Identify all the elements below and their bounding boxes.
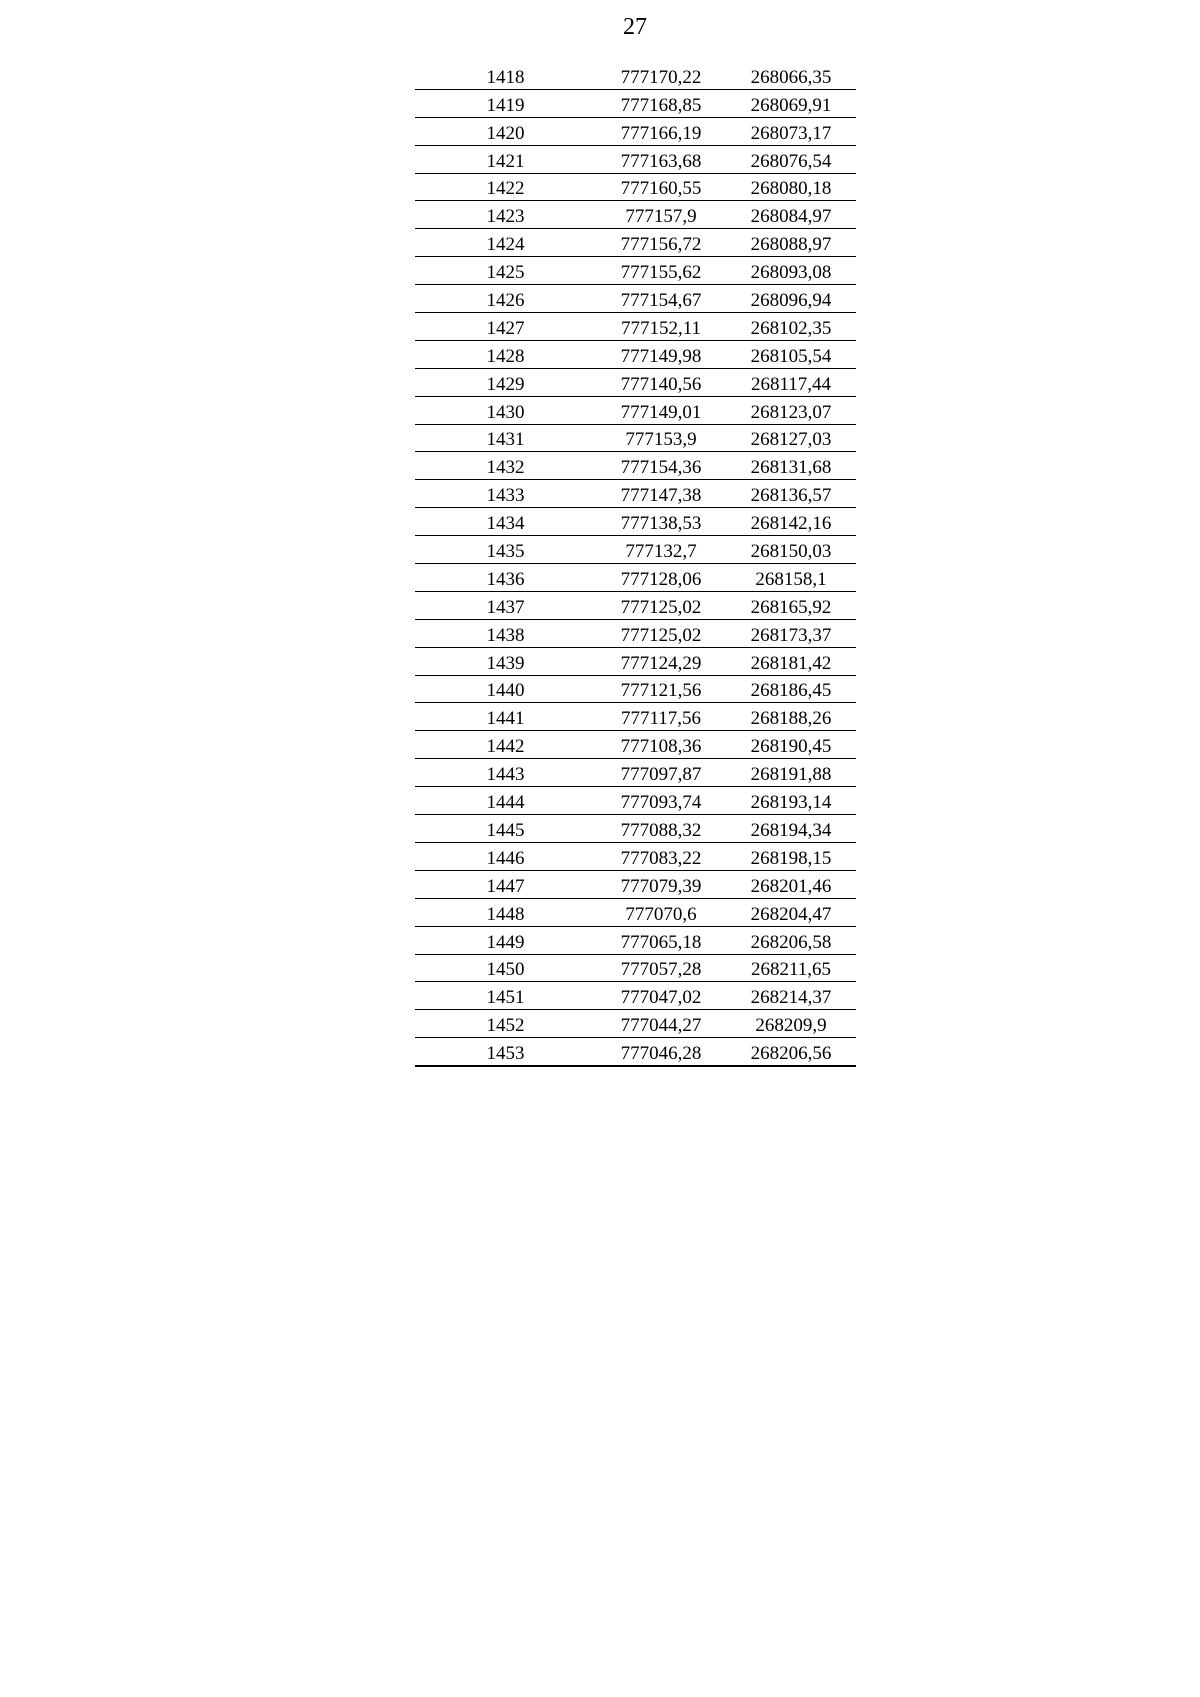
coordinates-table-body — [415, 62, 856, 1066]
y-coordinate-cell: 268186,45 — [726, 675, 856, 703]
table-row — [415, 954, 856, 982]
table-row — [415, 647, 856, 675]
y-coordinate-cell: 268173,37 — [726, 619, 856, 647]
x-coordinate-cell: 777140,56 — [596, 368, 726, 396]
table-row — [415, 1010, 856, 1038]
y-coordinate-cell: 268201,46 — [726, 870, 856, 898]
table-row — [415, 89, 856, 117]
point-number-cell: 1447 — [415, 870, 596, 898]
y-coordinate-cell: 268080,18 — [726, 173, 856, 201]
point-number-cell: 1432 — [415, 452, 596, 480]
point-number-cell: 1420 — [415, 117, 596, 145]
y-coordinate-cell: 268206,56 — [726, 1038, 856, 1066]
point-number-cell: 1437 — [415, 591, 596, 619]
x-coordinate-cell: 777138,53 — [596, 508, 726, 536]
y-coordinate-cell: 268093,08 — [726, 257, 856, 285]
y-coordinate-cell: 268158,1 — [726, 564, 856, 592]
point-number-cell: 1434 — [415, 508, 596, 536]
y-coordinate-cell: 268194,34 — [726, 815, 856, 843]
point-number-cell: 1445 — [415, 815, 596, 843]
point-number-cell: 1448 — [415, 898, 596, 926]
point-number-cell: 1442 — [415, 731, 596, 759]
y-coordinate-cell: 268066,35 — [726, 62, 856, 89]
table-row — [415, 982, 856, 1010]
x-coordinate-cell: 777108,36 — [596, 731, 726, 759]
point-number-cell: 1431 — [415, 424, 596, 452]
table-row — [415, 926, 856, 954]
table-row — [415, 787, 856, 815]
table-row — [415, 201, 856, 229]
x-coordinate-cell: 777163,68 — [596, 145, 726, 173]
x-coordinate-cell: 777155,62 — [596, 257, 726, 285]
table-row — [415, 703, 856, 731]
y-coordinate-cell: 268142,16 — [726, 508, 856, 536]
point-number-cell: 1422 — [415, 173, 596, 201]
point-number-cell: 1440 — [415, 675, 596, 703]
x-coordinate-cell: 777083,22 — [596, 842, 726, 870]
point-number-cell: 1435 — [415, 536, 596, 564]
table-row — [415, 424, 856, 452]
x-coordinate-cell: 777170,22 — [596, 62, 726, 89]
y-coordinate-cell: 268096,94 — [726, 285, 856, 313]
y-coordinate-cell: 268214,37 — [726, 982, 856, 1010]
y-coordinate-cell: 268193,14 — [726, 787, 856, 815]
x-coordinate-cell: 777044,27 — [596, 1010, 726, 1038]
point-number-cell: 1443 — [415, 759, 596, 787]
y-coordinate-cell: 268102,35 — [726, 313, 856, 341]
point-number-cell: 1449 — [415, 926, 596, 954]
x-coordinate-cell: 777057,28 — [596, 954, 726, 982]
y-coordinate-cell: 268165,92 — [726, 591, 856, 619]
point-number-cell: 1423 — [415, 201, 596, 229]
x-coordinate-cell: 777132,7 — [596, 536, 726, 564]
y-coordinate-cell: 268123,07 — [726, 396, 856, 424]
table-row — [415, 452, 856, 480]
y-coordinate-cell: 268076,54 — [726, 145, 856, 173]
x-coordinate-cell: 777152,11 — [596, 313, 726, 341]
table-row — [415, 731, 856, 759]
y-coordinate-cell: 268073,17 — [726, 117, 856, 145]
point-number-cell: 1424 — [415, 229, 596, 257]
table-row — [415, 619, 856, 647]
x-coordinate-cell: 777156,72 — [596, 229, 726, 257]
table-row — [415, 898, 856, 926]
table-row — [415, 62, 856, 89]
x-coordinate-cell: 777153,9 — [596, 424, 726, 452]
table-row — [415, 564, 856, 592]
y-coordinate-cell: 268198,15 — [726, 842, 856, 870]
y-coordinate-cell: 268117,44 — [726, 368, 856, 396]
x-coordinate-cell: 777047,02 — [596, 982, 726, 1010]
y-coordinate-cell: 268206,58 — [726, 926, 856, 954]
point-number-cell: 1451 — [415, 982, 596, 1010]
table-row — [415, 145, 856, 173]
point-number-cell: 1430 — [415, 396, 596, 424]
point-number-cell: 1441 — [415, 703, 596, 731]
table-row — [415, 842, 856, 870]
table-row — [415, 480, 856, 508]
x-coordinate-cell: 777121,56 — [596, 675, 726, 703]
table-row — [415, 257, 856, 285]
point-number-cell: 1444 — [415, 787, 596, 815]
y-coordinate-cell: 268127,03 — [726, 424, 856, 452]
table-row — [415, 675, 856, 703]
table-row — [415, 396, 856, 424]
point-number-cell: 1452 — [415, 1010, 596, 1038]
table-row — [415, 815, 856, 843]
x-coordinate-cell: 777117,56 — [596, 703, 726, 731]
x-coordinate-cell: 777046,28 — [596, 1038, 726, 1066]
x-coordinate-cell: 777149,98 — [596, 340, 726, 368]
point-number-cell: 1428 — [415, 340, 596, 368]
x-coordinate-cell: 777088,32 — [596, 815, 726, 843]
coordinates-table — [415, 62, 856, 1067]
y-coordinate-cell: 268188,26 — [726, 703, 856, 731]
point-number-cell: 1446 — [415, 842, 596, 870]
table-row — [415, 591, 856, 619]
table-row — [415, 229, 856, 257]
table-row — [415, 870, 856, 898]
point-number-cell: 1450 — [415, 954, 596, 982]
x-coordinate-cell: 777166,19 — [596, 117, 726, 145]
y-coordinate-cell: 268084,97 — [726, 201, 856, 229]
y-coordinate-cell: 268088,97 — [726, 229, 856, 257]
point-number-cell: 1427 — [415, 313, 596, 341]
x-coordinate-cell: 777065,18 — [596, 926, 726, 954]
point-number-cell: 1438 — [415, 619, 596, 647]
x-coordinate-cell: 777147,38 — [596, 480, 726, 508]
x-coordinate-cell: 777125,02 — [596, 619, 726, 647]
point-number-cell: 1439 — [415, 647, 596, 675]
x-coordinate-cell: 777128,06 — [596, 564, 726, 592]
x-coordinate-cell: 777124,29 — [596, 647, 726, 675]
table-row — [415, 508, 856, 536]
point-number-cell: 1426 — [415, 285, 596, 313]
y-coordinate-cell: 268069,91 — [726, 89, 856, 117]
y-coordinate-cell: 268191,88 — [726, 759, 856, 787]
x-coordinate-cell: 777157,9 — [596, 201, 726, 229]
x-coordinate-cell: 777154,67 — [596, 285, 726, 313]
page-number: 27 — [623, 14, 647, 40]
table-row — [415, 536, 856, 564]
x-coordinate-cell: 777160,55 — [596, 173, 726, 201]
point-number-cell: 1418 — [415, 62, 596, 89]
table-row — [415, 285, 856, 313]
x-coordinate-cell: 777070,6 — [596, 898, 726, 926]
y-coordinate-cell: 268150,03 — [726, 536, 856, 564]
table-row — [415, 173, 856, 201]
table-row — [415, 313, 856, 341]
y-coordinate-cell: 268190,45 — [726, 731, 856, 759]
y-coordinate-cell: 268211,65 — [726, 954, 856, 982]
point-number-cell: 1425 — [415, 257, 596, 285]
y-coordinate-cell: 268131,68 — [726, 452, 856, 480]
x-coordinate-cell: 777097,87 — [596, 759, 726, 787]
table-row — [415, 759, 856, 787]
y-coordinate-cell: 268105,54 — [726, 340, 856, 368]
x-coordinate-cell: 777154,36 — [596, 452, 726, 480]
point-number-cell: 1436 — [415, 564, 596, 592]
x-coordinate-cell: 777125,02 — [596, 591, 726, 619]
x-coordinate-cell: 777168,85 — [596, 89, 726, 117]
x-coordinate-cell: 777149,01 — [596, 396, 726, 424]
y-coordinate-cell: 268181,42 — [726, 647, 856, 675]
point-number-cell: 1429 — [415, 368, 596, 396]
table-row — [415, 1038, 856, 1066]
point-number-cell: 1433 — [415, 480, 596, 508]
y-coordinate-cell: 268209,9 — [726, 1010, 856, 1038]
point-number-cell: 1419 — [415, 89, 596, 117]
table-row — [415, 117, 856, 145]
table-row — [415, 340, 856, 368]
x-coordinate-cell: 777079,39 — [596, 870, 726, 898]
point-number-cell: 1453 — [415, 1038, 596, 1066]
table-row — [415, 368, 856, 396]
y-coordinate-cell: 268136,57 — [726, 480, 856, 508]
point-number-cell: 1421 — [415, 145, 596, 173]
y-coordinate-cell: 268204,47 — [726, 898, 856, 926]
x-coordinate-cell: 777093,74 — [596, 787, 726, 815]
